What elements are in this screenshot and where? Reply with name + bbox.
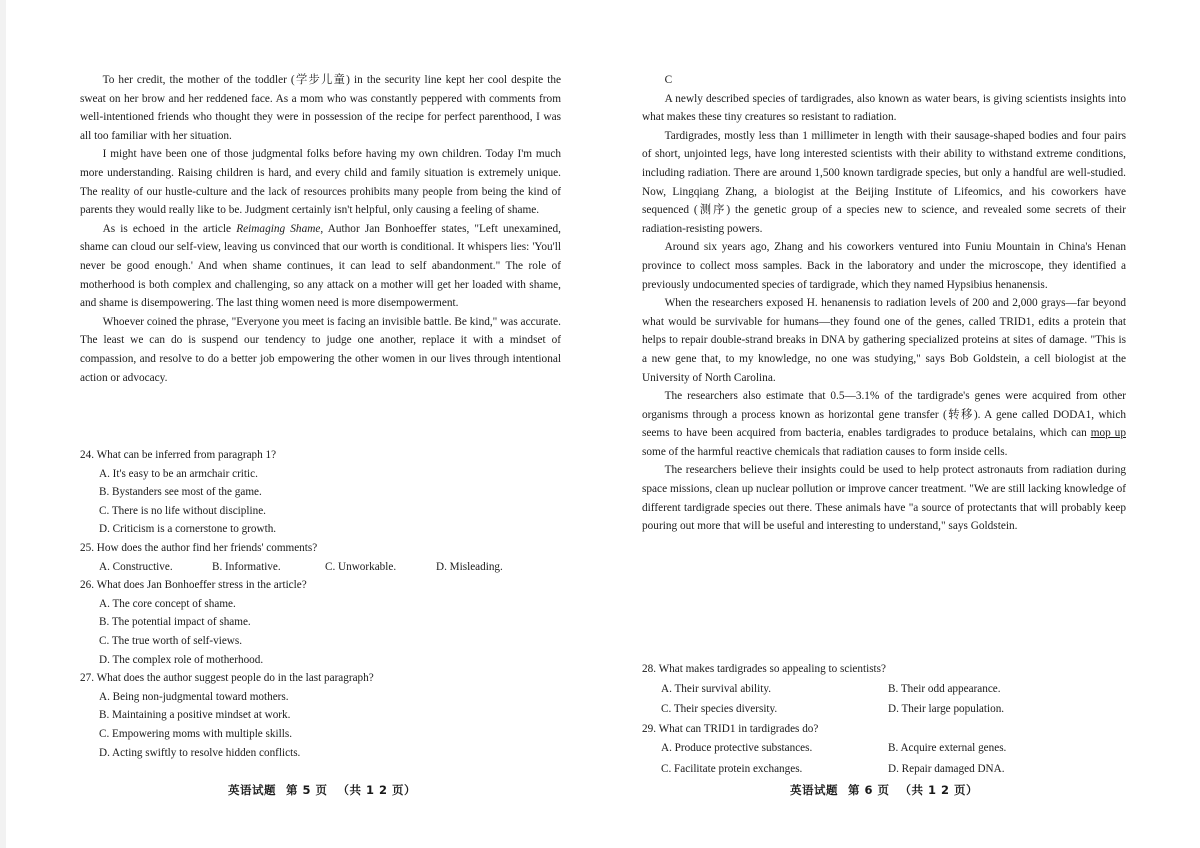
option-row <box>80 558 560 577</box>
question-28 <box>642 660 1126 720</box>
question-stem: 25. How does the author find her friends' comments? <box>80 541 318 554</box>
right-page <box>600 0 1200 848</box>
option-a[interactable]: A. Their survival ability. <box>661 682 771 695</box>
option-b[interactable]: B. The potential impact of shame. <box>99 616 251 629</box>
page-footer <box>790 782 988 798</box>
questions-28-29 <box>642 660 1126 780</box>
option-grid <box>642 738 1126 779</box>
paragraph-2: I might have been one of those judgmental folks before having my own children. Today I'm much more understanding. Raising children is hard, and every child and family situation is extremely unique. The reality of our hustle-culture and the lack of resources prohibits many people from being the kind of parents they would really like to be. Judgment certainly isn't helpful, only causing a feeling of shame. <box>80 148 561 217</box>
question-stem: 29. What can TRID1 in tardigrades do? <box>642 722 819 735</box>
option-d[interactable]: D. Repair damaged DNA. <box>888 762 1005 775</box>
question-25 <box>80 539 560 576</box>
question-27 <box>80 669 560 762</box>
footer-page-number: 第 6 页 <box>848 783 890 797</box>
paragraph-3-after: , Author Jan Bonhoeffer states, "Left unexamined, shame can cloud our self-view, leaving us convinced that our worth is conditional. It whispers lies: 'You'll never be good enough.' And when shame continues, it can lead to self abandonment." The role of motherhood is both complex and challenging, so any attack on a mother will get her loaded with shame, and shame is disempowering. The last thing women need is more disempowerment. <box>80 222 561 310</box>
option-a[interactable]: A. The core concept of shame. <box>99 597 236 610</box>
option-d[interactable]: D. Acting swiftly to resolve hidden conflicts. <box>99 746 301 759</box>
option-d[interactable]: D. Criticism is a cornerstone to growth. <box>99 523 277 536</box>
option-b[interactable]: B. Maintaining a positive mindset at work. <box>99 709 291 722</box>
option-a[interactable]: A. Produce protective substances. <box>661 742 813 755</box>
paragraph-5-after: some of the harmful reactive chemicals that radiation causes to form inside cells. <box>642 445 1008 458</box>
paragraph-1: A newly described species of tardigrades, also known as water bears, is giving scientists insights into what makes these tiny creatures so resistant to radiation. <box>642 92 1126 124</box>
question-stem: 27. What does the author suggest people do in the last paragraph? <box>80 672 374 685</box>
section-heading: C <box>664 74 673 86</box>
paragraph-6: The researchers believe their insights could be used to help protect astronauts from radiation during space missions, clean up nuclear pollution or improve cancer treatment. "We are still lacking knowledge of different tardigrade species out there. These animals have "a source of protectants that will probably keep pouring out more that will be useful and interesting to understand," says Goldstein. <box>642 464 1126 533</box>
footer-subject: 英语试题 <box>228 783 276 797</box>
option-a[interactable]: A. Constructive. <box>99 560 173 573</box>
underlined-phrase: mop up <box>1090 427 1126 440</box>
paragraph-4: When the researchers exposed H. henanensis to radiation levels of 200 and 2,000 grays—far beyond what would be survivable for humans—they found one of the genes, called TRID1, edits a protein that helps to repair double-strand breaks in DNA by gathering specialized proteins at sites of damage. "This is a new gene that, to my knowledge, no one was studying," says Bob Goldstein, a cell biologist at the University of North Carolina. <box>642 297 1126 384</box>
option-a[interactable]: A. Being non-judgmental toward mothers. <box>99 690 289 703</box>
option-c[interactable]: C. Their species diversity. <box>661 703 778 716</box>
question-stem: 24. What can be inferred from paragraph 1? <box>80 449 277 461</box>
option-grid <box>642 679 1126 720</box>
paragraph-3: Around six years ago, Zhang and his coworkers ventured into Funiu Mountain in China's Henan province to collect moss samples. Back in the laboratory and under the microscope, they identified a previously undocumented species of tardigrade, which they named Hypsibius henanensis. <box>642 241 1126 291</box>
footer-page-number: 第 5 页 <box>286 783 328 797</box>
question-26 <box>80 576 560 669</box>
option-c[interactable]: C. Facilitate protein exchanges. <box>661 762 803 775</box>
option-c[interactable]: C. There is no life without discipline. <box>99 504 266 517</box>
option-d[interactable]: D. The complex role of motherhood. <box>99 653 264 666</box>
question-stem: 28. What makes tardigrades so appealing to scientists? <box>642 663 886 675</box>
option-b[interactable]: B. Acquire external genes. <box>888 742 1007 755</box>
questions-24-27 <box>80 446 560 762</box>
option-d[interactable]: D. Misleading. <box>436 560 503 573</box>
question-24 <box>80 446 560 539</box>
paragraph-4: Whoever coined the phrase, "Everyone you meet is facing an invisible battle. Be kind," was accurate. The least we can do is suspend our tendency to judge one another, replace it with a mindset of compassion, and resolve to do a better job empowering the other women in our lives through intentional action or advocacy. <box>80 315 561 384</box>
option-d[interactable]: D. Their large population. <box>888 703 1005 716</box>
footer-subject: 英语试题 <box>790 783 838 797</box>
option-b[interactable]: B. Informative. <box>212 560 281 573</box>
option-c[interactable]: C. Empowering moms with multiple skills. <box>99 727 292 740</box>
paragraph-3 <box>80 220 561 313</box>
page-footer <box>228 782 426 798</box>
passage-b-tail <box>80 71 561 387</box>
paragraph-5 <box>642 387 1126 461</box>
paragraph-1: To her credit, the mother of the toddler (学步儿童) in the security line kept her cool despite the sweat on her brow and her reddened face. As a mom who was constantly peppered with comments from well-intentioned friends who thought they were in possession of the recipe for perfect parenthood, I was all too familiar with her situation. <box>80 74 561 142</box>
footer-total-pages: （共 1 2 页） <box>899 783 979 797</box>
option-c[interactable]: C. The true worth of self-views. <box>99 634 243 647</box>
passage-c <box>642 71 1126 536</box>
question-stem: 26. What does Jan Bonhoeffer stress in the article? <box>80 579 307 592</box>
footer-total-pages: （共 1 2 页） <box>337 783 417 797</box>
question-29 <box>642 720 1126 780</box>
option-a[interactable]: A. It's easy to be an armchair critic. <box>99 467 258 480</box>
option-c[interactable]: C. Unworkable. <box>325 560 397 573</box>
paragraph-2: Tardigrades, mostly less than 1 millimeter in length with their sausage-shaped bodies and four pairs of short, unjointed legs, have long interested scientists with their ability to withstand extreme conditions, including radiation. There are around 1,500 known tardigrade species, but only a handful are well-studied. Now, Lingqiang Zhang, a biologist at the Beijing Institute of Lifeomics, and his coworkers have sequenced (测序) the genetic group of a species new to science, and revealed some secrets of their radiation-resisting powers. <box>642 129 1126 235</box>
paragraph-3-before: As is echoed in the article <box>102 222 237 235</box>
article-title: Reimaging Shame <box>236 222 321 235</box>
option-b[interactable]: B. Their odd appearance. <box>888 682 1001 695</box>
paragraph-5-before: The researchers also estimate that 0.5—3.1% of the tardigrade's genes were acquired from other organisms through a process known as horizontal gene transfer (转移). A gene called DODA1, which seems to have been acquired from bacteria, enables tardigrades to produce betalains, which can <box>642 390 1126 440</box>
option-b[interactable]: B. Bystanders see most of the game. <box>99 486 262 499</box>
